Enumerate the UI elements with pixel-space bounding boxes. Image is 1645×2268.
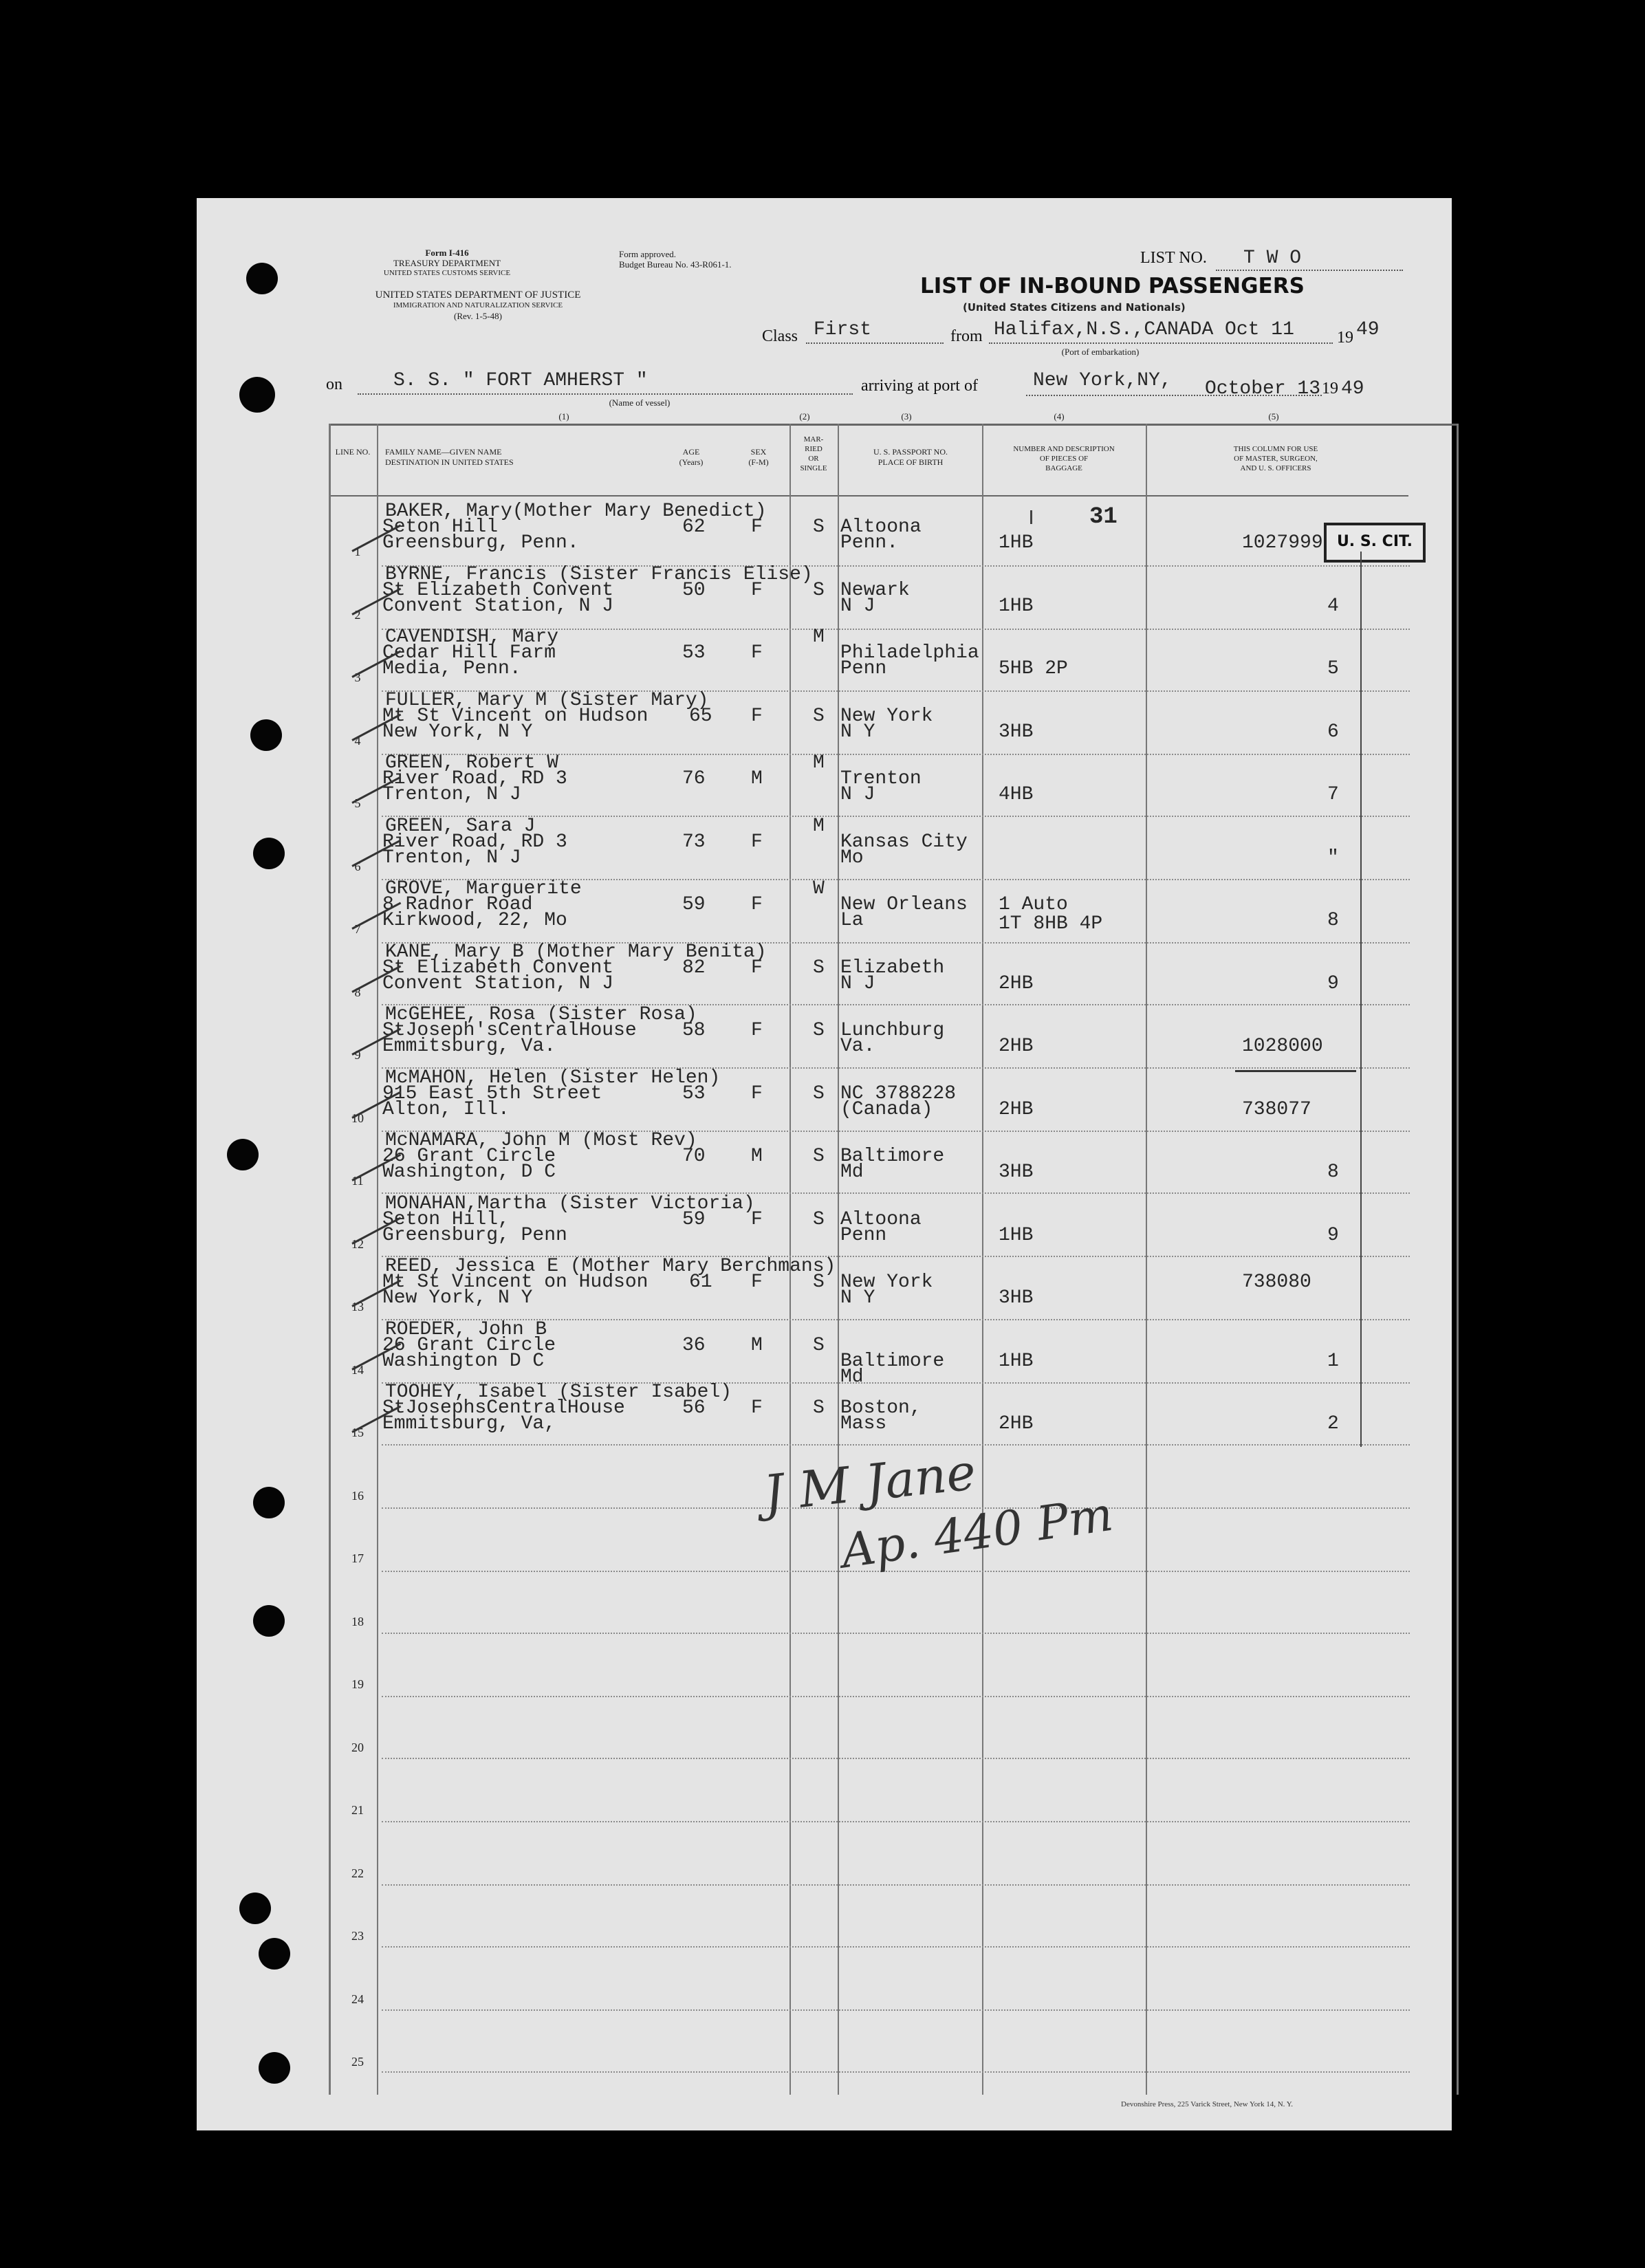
line-number: 19	[351, 1677, 364, 1691]
passenger-name-line: McGEHEE, Rosa (Sister Rosa)	[385, 1004, 697, 1025]
passenger-name-line: FULLER, Mary M (Sister Mary)	[385, 689, 709, 711]
col-num-2: (2)	[799, 411, 810, 422]
passenger-age: 53	[682, 1082, 706, 1104]
passenger-name-line: McNAMARA, John M (Most Rev)	[385, 1130, 697, 1151]
col-num-5: (5)	[1268, 411, 1279, 422]
place-of-birth-line: Md	[840, 1366, 864, 1388]
passenger-sex: F	[751, 579, 763, 601]
passenger-sex: F	[751, 1397, 763, 1419]
marital-status: S	[813, 1334, 825, 1356]
place-of-birth-line: N Y	[840, 1287, 875, 1309]
passenger-name-line: MONAHAN,Martha (Sister Victoria)	[385, 1192, 755, 1214]
arrival-date: October 13	[1205, 378, 1321, 400]
passenger-name-line: Washington, D C	[382, 1162, 556, 1183]
from-label: from	[950, 327, 983, 345]
line-number: 20	[351, 1740, 364, 1754]
place-of-birth-line: Md	[840, 1162, 864, 1183]
marital-status: S	[813, 957, 825, 979]
place-of-birth-line: N J	[840, 595, 875, 617]
officer-entry: 7	[1327, 784, 1339, 805]
passenger-name-line: Greensburg, Penn	[382, 1224, 567, 1246]
line-number: 6	[354, 859, 361, 873]
line-number: 22	[351, 1866, 364, 1880]
port-embark-caption: (Port of embarkation)	[1061, 347, 1140, 357]
passenger-name-line: Greensburg, Penn.	[382, 532, 579, 554]
passenger-sex: F	[751, 957, 763, 979]
place-of-birth-line: Newark	[840, 579, 910, 601]
passenger-name-line: BYRNE, Francis (Sister Francis Elise)	[385, 563, 813, 585]
line-number: 7	[354, 922, 361, 936]
officer-entry: 9	[1327, 1224, 1339, 1246]
printer-imprint: Devonshire Press, 225 Varick Street, New York 14, N. Y.	[1121, 2100, 1294, 2108]
col-passport: U. S. PASSPORT NO. PLACE OF BIRTH	[873, 447, 948, 467]
marital-status: M	[813, 815, 825, 837]
punch-hole	[253, 1605, 285, 1637]
passenger-sex: F	[751, 894, 763, 915]
passenger-name-line: Trenton, N J	[382, 784, 521, 805]
baggage-count: 5HB 2P	[999, 658, 1068, 679]
line-number: 25	[351, 2055, 364, 2069]
passenger-name-line: CAVENDISH, Mary	[385, 626, 559, 648]
marital-status: M	[813, 626, 825, 648]
passenger-age: 50	[682, 579, 706, 601]
revision-date: (Rev. 1-5-48)	[454, 311, 502, 321]
officer-entry: "	[1327, 847, 1339, 869]
customs-service: UNITED STATES CUSTOMS SERVICE	[383, 269, 511, 277]
baggage-count: 1HB	[999, 1350, 1034, 1372]
col-num-3: (3)	[901, 411, 912, 422]
col-married: MAR- RIED OR SINGLE	[800, 435, 827, 472]
place-of-birth-line: Va.	[840, 1036, 875, 1057]
passenger-name-line: GROVE, Marguerite	[385, 878, 582, 899]
col-name: FAMILY NAME—GIVEN NAME DESTINATION IN UNITED STATES	[385, 447, 514, 467]
passenger-age: 59	[682, 1208, 706, 1230]
time-note: Ap. 440 Pm	[838, 1487, 1117, 1580]
line-number: 11	[351, 1174, 364, 1188]
passenger-age: 70	[682, 1146, 706, 1167]
line-number: 5	[354, 796, 361, 810]
passenger-name-line: Mt St Vincent on Hudson	[382, 1272, 649, 1293]
punch-hole	[250, 719, 282, 751]
baggage-count: 2HB	[999, 1413, 1034, 1435]
baggage-count: 2HB	[999, 972, 1034, 994]
passenger-name-line: Emmitsburg, Va.	[382, 1036, 556, 1057]
officer-column-rule	[1360, 552, 1362, 1447]
baggage-count: 2HB	[999, 1098, 1034, 1120]
col-line-no: LINE NO.	[335, 447, 371, 457]
place-of-birth-line: Penn.	[840, 532, 899, 554]
passenger-name-line: 915 East 5th Street	[382, 1082, 602, 1104]
passenger-name-line: Washington D C	[382, 1350, 545, 1372]
passenger-name-line: River Road, RD 3	[382, 768, 567, 789]
passenger-age: 58	[682, 1020, 706, 1041]
justice-dept: UNITED STATES DEPARTMENT OF JUSTICE	[375, 290, 581, 301]
col-num-1: (1)	[558, 411, 569, 422]
passenger-name-line: St Elizabeth Convent	[382, 579, 614, 601]
place-of-birth-line: Penn	[840, 658, 887, 679]
place-of-birth-line: Boston,	[840, 1397, 922, 1419]
passenger-name-line: Media, Penn.	[382, 658, 521, 679]
passenger-name-line: BAKER, Mary(Mother Mary Benedict)	[385, 501, 767, 522]
line-number: 8	[354, 985, 361, 999]
passenger-name-line: GREEN, Sara J	[385, 815, 536, 837]
passenger-sex: F	[751, 1272, 763, 1293]
passenger-sex: F	[751, 1082, 763, 1104]
class-label: Class	[762, 327, 798, 345]
col-sex: SEX (F-M)	[748, 447, 769, 467]
passenger-name-line: TOOHEY, Isabel (Sister Isabel)	[385, 1382, 732, 1403]
line-number: 24	[351, 1992, 364, 2006]
place-of-birth-line: Altoona	[840, 1208, 922, 1230]
punch-hole	[239, 1893, 271, 1924]
arrival-year: 49	[1341, 378, 1364, 400]
us-citizen-stamp: U. S. CIT.	[1324, 523, 1426, 563]
form-approved: Form approved.	[619, 249, 677, 259]
passenger-age: 65	[689, 705, 712, 727]
passenger-name-line: StJosephsCentralHouse	[382, 1397, 625, 1419]
line-number: 14	[351, 1362, 364, 1377]
place-of-birth-line: La	[840, 910, 864, 931]
passenger-name-line: StJoseph'sCentralHouse	[382, 1020, 637, 1041]
passenger-name-line: New York, N Y	[382, 721, 533, 743]
passenger-age: 73	[682, 831, 706, 853]
line-number: 21	[351, 1803, 364, 1817]
passenger-name-line: River Road, RD 3	[382, 831, 567, 853]
place-of-birth-line: Altoona	[840, 516, 922, 538]
passenger-sex: F	[751, 831, 763, 853]
passenger-age: 62	[682, 516, 706, 538]
punch-hole	[259, 1938, 290, 1970]
list-no-label: LIST NO.	[1140, 249, 1207, 267]
place-of-birth-line: Baltimore	[840, 1146, 945, 1167]
baggage-count: 2HB	[999, 1036, 1034, 1057]
passenger-sex: F	[751, 705, 763, 727]
place-of-birth-line: N J	[840, 784, 875, 805]
passenger-name-line: KANE, Mary B (Mother Mary Benita)	[385, 941, 767, 963]
passenger-name-line: REED, Jessica E (Mother Mary Berchmans)	[385, 1256, 836, 1277]
form-title: LIST OF IN-BOUND PASSENGERS	[920, 274, 1305, 298]
line-number: 23	[351, 1929, 364, 1943]
baggage-count: 1HB	[999, 1224, 1034, 1246]
treasury-dept: TREASURY DEPARTMENT	[393, 258, 501, 268]
officer-entry: 738080	[1242, 1272, 1311, 1293]
punch-hole	[246, 263, 278, 294]
passenger-age: 82	[682, 957, 706, 979]
vessel-caption: (Name of vessel)	[609, 397, 671, 408]
baggage-mark: 31	[1089, 504, 1118, 530]
officer-entry: 738077	[1242, 1098, 1311, 1120]
place-of-birth-line: Mass	[840, 1413, 887, 1435]
baggage-count: 3HB	[999, 721, 1034, 743]
place-of-birth-line: Penn	[840, 1224, 887, 1246]
marital-status: S	[813, 579, 825, 601]
officer-entry: 6	[1327, 721, 1339, 743]
immigration-service: IMMIGRATION AND NATURALIZATION SERVICE	[393, 301, 563, 309]
from-value: Halifax,N.S.,CANADA Oct 11	[994, 319, 1294, 340]
margin-tick	[1030, 510, 1032, 524]
form-number: Form I-416	[425, 248, 469, 258]
col-age: AGE (Years)	[679, 447, 704, 467]
place-of-birth-line: New York	[840, 1272, 933, 1293]
arriving-label: arriving at port of	[861, 377, 978, 395]
officer-entry: 8	[1327, 1162, 1339, 1183]
passenger-name-line: Trenton, N J	[382, 847, 521, 869]
on-label: on	[326, 375, 342, 393]
place-of-birth-line: Mo	[840, 847, 864, 869]
passenger-name-line: Mt St Vincent on Hudson	[382, 705, 649, 727]
place-of-birth-line: Lunchburg	[840, 1020, 945, 1041]
passenger-name-line: McMAHON, Helen (Sister Helen)	[385, 1067, 721, 1089]
place-of-birth-line: (Canada)	[840, 1098, 933, 1120]
marital-status: S	[813, 1272, 825, 1293]
marital-status: S	[813, 516, 825, 538]
vessel-name: S. S. " FORT AMHERST "	[393, 370, 648, 391]
baggage-count: 1 Auto 1T 8HB 4P	[999, 894, 1103, 935]
col-officers: THIS COLUMN FOR USE OF MASTER, SURGEON, AND U. S. OFFICERS	[1233, 445, 1318, 472]
place-of-birth-line: NC 3788228	[840, 1082, 957, 1104]
arrival-year-prefix: 19	[1322, 380, 1338, 397]
officer-entry: 8	[1327, 910, 1339, 931]
officer-entry: 1	[1327, 1350, 1339, 1372]
line-number: 10	[351, 1111, 364, 1125]
passenger-name-line: Seton Hill,	[382, 1208, 510, 1230]
underline-mark	[1235, 1070, 1356, 1072]
place-of-birth-line: N J	[840, 972, 875, 994]
officer-signature: J M Jane	[761, 1443, 979, 1523]
place-of-birth-line: Philadelphia	[840, 642, 979, 664]
passenger-age: 36	[682, 1334, 706, 1356]
officer-entry: 9	[1327, 972, 1339, 994]
passenger-name-line: 26 Grant Circle	[382, 1334, 556, 1356]
line-number: 17	[351, 1551, 364, 1565]
line-number: 16	[351, 1488, 364, 1503]
marital-status: M	[813, 752, 825, 774]
punch-hole	[259, 2052, 290, 2084]
passenger-sex: F	[751, 642, 763, 664]
baggage-count: 3HB	[999, 1287, 1034, 1309]
passenger-name-line: Convent Station, N J	[382, 595, 614, 617]
line-number: 13	[351, 1300, 364, 1313]
passenger-name-line: GREEN, Robert W	[385, 752, 559, 774]
place-of-birth-line: New Orleans	[840, 894, 968, 915]
baggage-count: 1HB	[999, 532, 1034, 554]
from-year: 49	[1356, 319, 1380, 340]
form-subtitle: (United States Citizens and Nationals)	[963, 301, 1186, 314]
passenger-name-line: 8 Radnor Road	[382, 894, 533, 915]
marital-status: S	[813, 1397, 825, 1419]
marital-status: S	[813, 1020, 825, 1041]
line-number: 1	[354, 545, 361, 558]
officer-entry: 4	[1327, 595, 1339, 617]
passenger-name-line: Alton, Ill.	[382, 1098, 510, 1120]
passenger-sex: F	[751, 1020, 763, 1041]
marital-status: S	[813, 1082, 825, 1104]
line-number: 12	[351, 1236, 364, 1251]
passenger-name-line: Emmitsburg, Va,	[382, 1413, 556, 1435]
passenger-name-line: Seton Hill	[382, 516, 499, 538]
punch-hole	[227, 1139, 259, 1170]
passenger-name-line: 26 Grant Circle	[382, 1146, 556, 1167]
punch-hole	[253, 1487, 285, 1518]
passenger-age: 59	[682, 894, 706, 915]
place-of-birth-line: Elizabeth	[840, 957, 945, 979]
line-number: 3	[354, 670, 361, 684]
marital-status: S	[813, 1146, 825, 1167]
punch-hole	[253, 838, 285, 869]
line-number: 18	[351, 1614, 364, 1628]
marital-status: W	[813, 878, 825, 899]
place-of-birth-line: New York	[840, 705, 933, 727]
officer-entry: 2	[1327, 1413, 1339, 1435]
baggage-count: 4HB	[999, 784, 1034, 805]
punch-hole	[239, 377, 275, 413]
passenger-age: 53	[682, 642, 706, 664]
passenger-age: 56	[682, 1397, 706, 1419]
place-of-birth-line: N Y	[840, 721, 875, 743]
place-of-birth-line: Trenton	[840, 768, 922, 789]
passenger-name-line: ROEDER, John B	[385, 1318, 547, 1340]
class-value: First	[814, 319, 872, 340]
passenger-sex: M	[751, 1146, 763, 1167]
passenger-name-line: Kirkwood, 22, Mo	[382, 910, 567, 931]
marital-status: S	[813, 1208, 825, 1230]
baggage-count: 1HB	[999, 595, 1034, 617]
passenger-name-line: St Elizabeth Convent	[382, 957, 614, 979]
passenger-sex: F	[751, 516, 763, 538]
place-of-birth-line: Baltimore	[840, 1350, 945, 1372]
place-of-birth-line: Kansas City	[840, 831, 968, 853]
passenger-sex: M	[751, 1334, 763, 1356]
passenger-sex: M	[751, 768, 763, 789]
officer-entry: 1028000	[1242, 1036, 1323, 1057]
passenger-name-line: Convent Station, N J	[382, 972, 614, 994]
line-number: 4	[354, 733, 361, 748]
passenger-name-line: Cedar Hill Farm	[382, 642, 556, 664]
from-year-prefix: 19	[1337, 329, 1353, 347]
col-num-4: (4)	[1054, 411, 1065, 422]
baggage-count: 3HB	[999, 1162, 1034, 1183]
passenger-age: 61	[689, 1272, 712, 1293]
passenger-name-line: New York, N Y	[382, 1287, 533, 1309]
passenger-sex: F	[751, 1208, 763, 1230]
col-baggage: NUMBER AND DESCRIPTION OF PIECES OF BAGGAGE	[1013, 445, 1115, 472]
line-number: 15	[351, 1426, 364, 1439]
line-number: 2	[354, 607, 361, 622]
line-number: 9	[354, 1048, 361, 1062]
marital-status: S	[813, 705, 825, 727]
budget-bureau: Budget Bureau No. 43-R061-1.	[619, 259, 732, 270]
arrival-port: New York,NY,	[1033, 370, 1172, 391]
list-no-value: T W O	[1243, 248, 1302, 269]
passenger-age: 76	[682, 768, 706, 789]
officer-entry: 5	[1327, 658, 1339, 679]
officer-entry: 1027999	[1242, 532, 1323, 554]
